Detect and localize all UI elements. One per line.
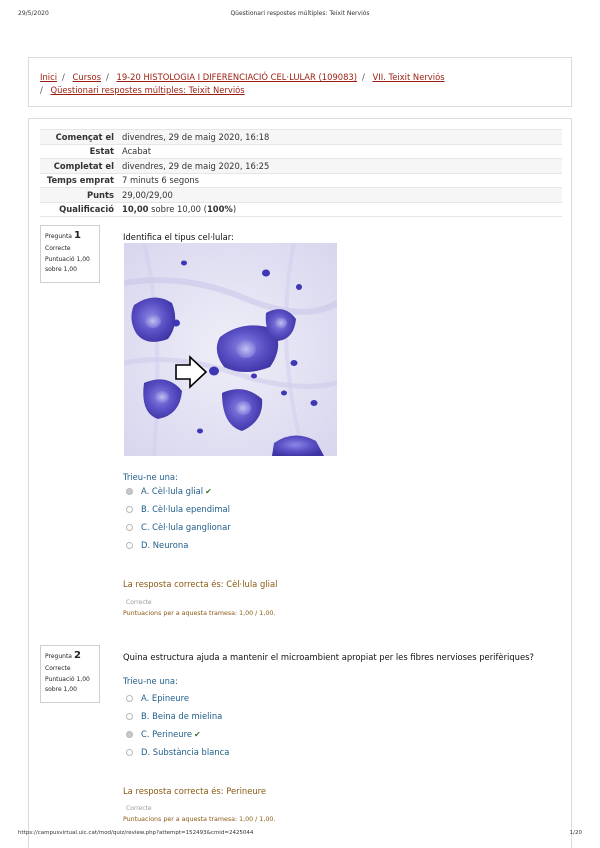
option-c[interactable]: C. Cèl·lula ganglionar <box>126 521 231 533</box>
question-state: Correcte <box>45 244 71 252</box>
print-title: Qüestionari respostes múltiples: Teixit Nerviós <box>230 10 370 17</box>
option-a[interactable]: A. Epineure <box>126 692 189 704</box>
summary-value: Acabat <box>122 146 152 157</box>
check-icon: ✔ <box>205 487 212 496</box>
check-icon: ✔ <box>194 730 201 739</box>
question-mark-max: sobre 1,00 <box>45 685 77 693</box>
summary-label: Estat <box>89 146 114 157</box>
question-number: 2 <box>73 650 81 661</box>
correct-answer: La resposta correcta és: Cèl·lula glial <box>123 579 278 589</box>
summary-label: Punts <box>86 189 114 200</box>
option-c[interactable]: C. Perineure ✔ <box>126 728 201 740</box>
question-label: Pregunta <box>45 653 72 660</box>
option-b[interactable]: B. Beina de mielina <box>126 710 222 722</box>
breadcrumb: Inici / Cursos / 19-20 HISTOLOGIA I DIFERENCIACIÓ CEL·LULAR (109083) / VII. Teixit Nerviós / Qüestionari respostes múltiples: Teixit Nerviós <box>28 57 572 107</box>
summary-label: Completat el <box>53 160 114 171</box>
attempt-summary-table <box>40 129 562 217</box>
option-d[interactable]: D. Substància blanca <box>126 746 229 758</box>
feedback-points: Puntuacions per a aquesta tramesa: 1,00 / 1,00. <box>123 816 276 823</box>
summary-row <box>40 159 562 174</box>
question-1-text: Identifica el tipus cel·lular: <box>123 232 234 242</box>
question-1-info <box>40 225 100 283</box>
breadcrumb-home-link[interactable]: Inici <box>40 72 58 82</box>
breadcrumb-section-link[interactable]: VII. Teixit Nerviós <box>372 72 445 82</box>
summary-value: divendres, 29 de maig 2020, 16:18 <box>122 131 270 142</box>
radio-selected[interactable] <box>126 488 133 495</box>
question-number: 1 <box>73 230 81 241</box>
feedback-state: Correcte <box>126 805 152 812</box>
breadcrumb-quiz-link[interactable]: Qüestionari respostes múltiples: Teixit Nerviós <box>50 85 245 95</box>
breadcrumb-course-link[interactable]: 19-20 HISTOLOGIA I DIFERENCIACIÓ CEL·LULAR (109083) <box>116 72 358 82</box>
option-b[interactable]: B. Cèl·lula ependimal <box>126 503 230 515</box>
radio[interactable] <box>126 749 133 756</box>
question-2-text: Quina estructura ajuda a mantenir el microambient apropiat per les fibres nervioses perifèriques? <box>123 652 534 662</box>
radio[interactable] <box>126 695 133 702</box>
summary-row <box>40 144 562 159</box>
print-page-number: 1/20 <box>569 830 582 836</box>
breadcrumb-courses-link[interactable]: Cursos <box>72 72 101 82</box>
feedback-points: Puntuacions per a aquesta tramesa: 1,00 / 1,00. <box>123 610 276 617</box>
feedback-state: Correcte <box>126 599 152 606</box>
neuron-cell <box>131 297 175 341</box>
radio[interactable] <box>126 713 133 720</box>
print-footer <box>18 830 582 840</box>
question-state: Correcte <box>45 664 71 672</box>
print-header <box>18 10 582 20</box>
micrograph-image <box>124 243 337 456</box>
summary-value: divendres, 29 de maig 2020, 16:25 <box>122 160 270 171</box>
radio[interactable] <box>126 506 133 513</box>
summary-label: Qualificació <box>59 204 114 215</box>
question-2-info <box>40 645 100 703</box>
summary-value: 7 minuts 6 segons <box>122 175 200 186</box>
radio[interactable] <box>126 542 133 549</box>
radio-selected[interactable] <box>126 731 133 738</box>
summary-row <box>40 130 562 145</box>
summary-row <box>40 173 562 188</box>
radio[interactable] <box>126 524 133 531</box>
question-1-prompt: Trieu-ne una: <box>123 472 178 482</box>
question-mark-max: sobre 1,00 <box>45 265 77 273</box>
question-label: Pregunta <box>45 233 72 240</box>
grade-value: 10,00 sobre 10,00 (100%) <box>122 204 237 215</box>
option-a[interactable]: A. Cèl·lula glial ✔ <box>126 485 212 497</box>
correct-answer: La resposta correcta és: Perineure <box>123 786 267 796</box>
summary-value: 29,00/29,00 <box>122 189 173 200</box>
question-2-prompt: Trieu-ne una: <box>123 676 178 686</box>
question-mark: Puntuació 1,00 <box>45 676 90 683</box>
summary-row <box>40 188 562 203</box>
summary-row <box>40 202 562 217</box>
summary-label: Començat el <box>55 131 114 142</box>
option-d[interactable]: D. Neurona <box>126 539 188 551</box>
summary-label: Temps emprat <box>46 175 114 186</box>
print-url: https://campusvirtual.uic.cat/mod/quiz/review.php?attempt=152493&cmid=2425044 <box>18 830 254 836</box>
question-mark: Puntuació 1,00 <box>45 256 90 263</box>
quiz-review <box>28 118 572 848</box>
print-date: 29/5/2020 <box>18 10 49 17</box>
